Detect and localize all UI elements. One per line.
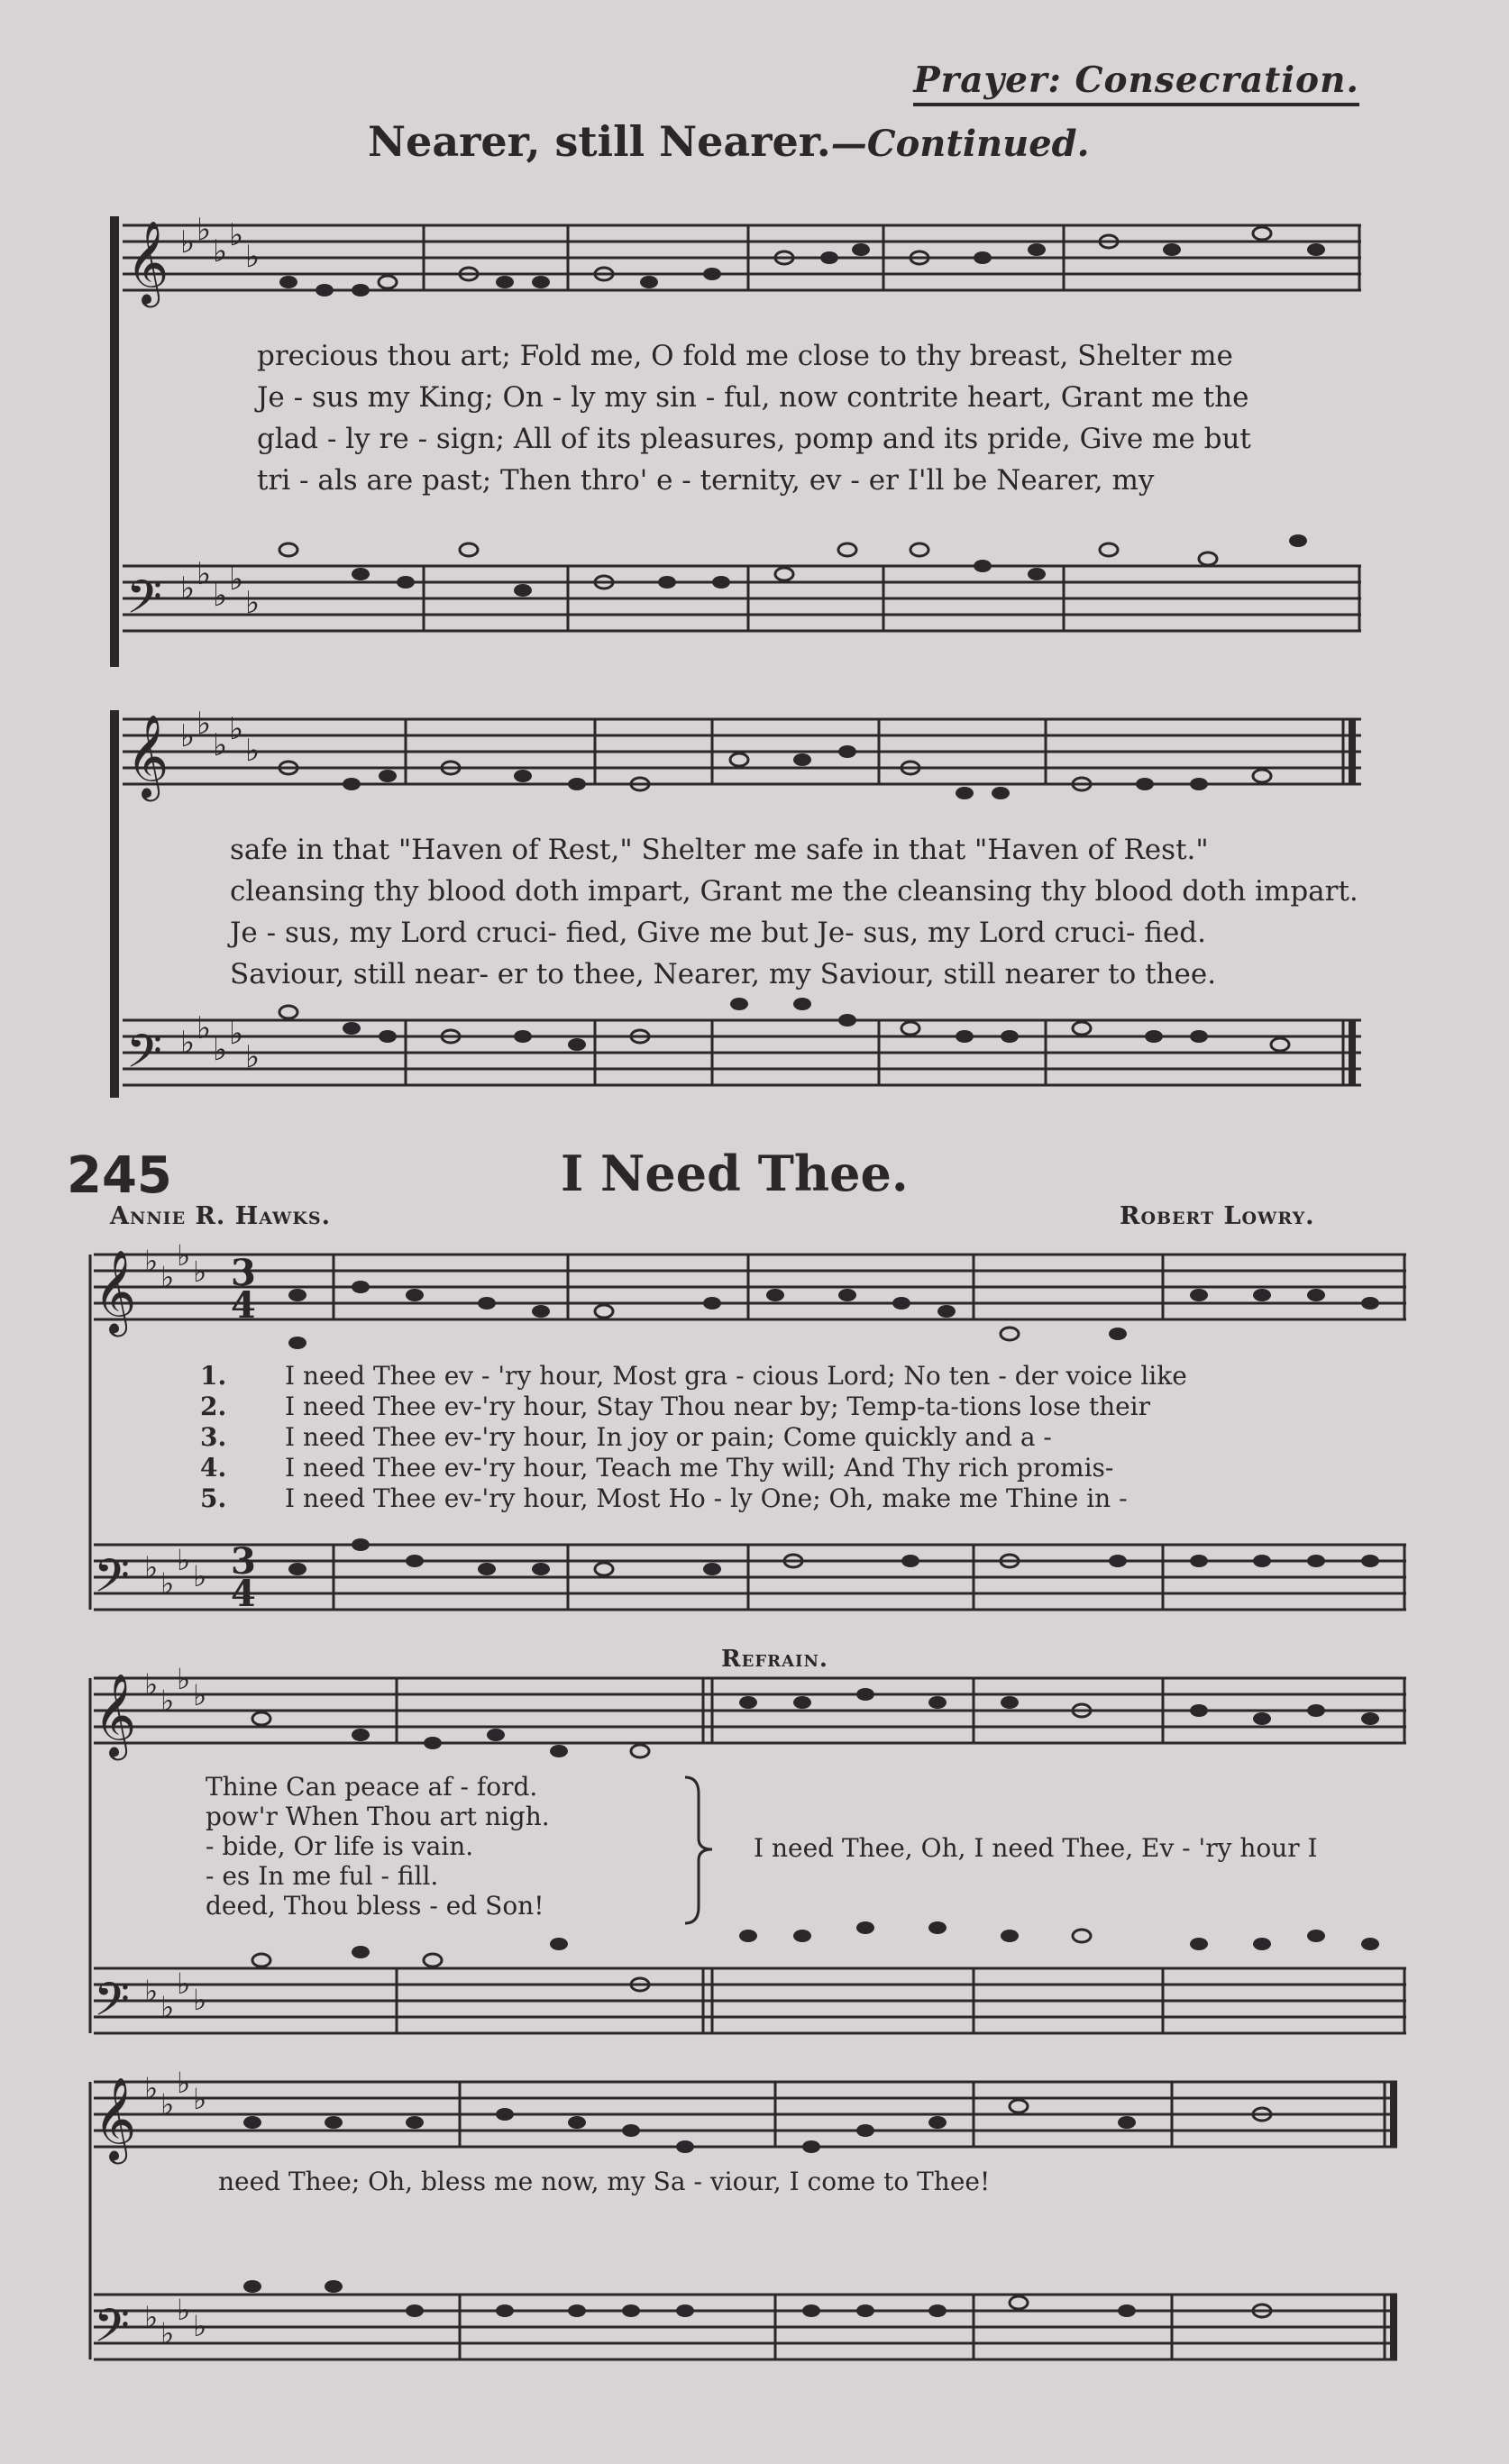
svg-text:♭: ♭: [144, 1667, 159, 1702]
svg-text:𝄢: 𝄢: [94, 1972, 130, 2038]
svg-text:𝄢: 𝄢: [94, 2298, 130, 2364]
svg-text:♭: ♭: [177, 2066, 191, 2100]
svg-text:𝄞: 𝄞: [126, 220, 169, 304]
svg-text:𝄞: 𝄞: [94, 2076, 137, 2160]
svg-text:♭: ♭: [180, 224, 196, 260]
continued-label: —Continued.: [830, 123, 1090, 165]
svg-text:♭: ♭: [160, 1684, 175, 1718]
verse-ending-line: Thine Can peace af - ford.: [206, 1772, 538, 1802]
svg-text:♭: ♭: [177, 2293, 191, 2327]
svg-text:♭: ♭: [197, 556, 212, 592]
svg-text:♭: ♭: [197, 706, 212, 742]
svg-text:♭: ♭: [245, 1039, 261, 1075]
lyric-line: cleansing thy blood doth impart, Grant me the cleansing thy blood doth impart.: [230, 875, 1358, 908]
verse-number: 3.: [200, 1422, 227, 1452]
hymn-number: 245: [67, 1146, 172, 1205]
section-header: Prayer: Consecration.: [913, 59, 1359, 106]
svg-text:♭: ♭: [229, 711, 244, 747]
verse-line: I need Thee ev - 'ry hour, Most gra - cious Lord; No ten - der voice like: [285, 1361, 1187, 1391]
hymn-author: Annie R. Hawks.: [110, 1202, 331, 1230]
svg-text:♭: ♭: [160, 1260, 175, 1294]
svg-text:♭: ♭: [144, 2071, 159, 2105]
hymn-composer: Robert Lowry.: [1120, 1202, 1315, 1230]
verse-line: I need Thee ev-'ry hour, Most Ho - ly One; Oh, make me Thine in -: [285, 1483, 1128, 1513]
svg-text:♭: ♭: [213, 578, 228, 614]
verse-ending-line: - bide, Or life is vain.: [206, 1831, 474, 1861]
svg-text:4: 4: [231, 1573, 256, 1615]
svg-text:♭: ♭: [245, 733, 261, 769]
svg-text:𝄞: 𝄞: [94, 1673, 137, 1757]
svg-text:♭: ♭: [180, 718, 196, 754]
refrain-line-1: I need Thee, Oh, I need Thee, Ev - 'ry hour I: [754, 1833, 1318, 1863]
svg-text:♭: ♭: [177, 1543, 191, 1577]
svg-text:♭: ♭: [245, 585, 261, 621]
svg-text:♭: ♭: [144, 1974, 159, 2008]
svg-text:♭: ♭: [193, 1678, 207, 1712]
verse-line: I need Thee ev-'ry hour, Stay Thou near by; Temp-ta-tions lose their: [285, 1392, 1151, 1421]
svg-text:♭: ♭: [177, 1967, 191, 2001]
svg-text:♭: ♭: [245, 239, 261, 275]
lyric-line: precious thou art; Fold me, O fold me close to thy breast, Shelter me: [257, 340, 1233, 372]
svg-text:𝄢: 𝄢: [94, 1548, 130, 1614]
lyric-line: Je - sus, my Lord cruci- fied, Give me but Je- sus, my Lord cruci- fied.: [230, 917, 1207, 949]
svg-text:♭: ♭: [193, 1559, 207, 1593]
svg-text:𝄞: 𝄞: [126, 714, 169, 798]
svg-text:♭: ♭: [229, 561, 244, 598]
svg-text:♭: ♭: [229, 1016, 244, 1052]
svg-text:♭: ♭: [213, 727, 228, 763]
lyric-line: safe in that "Haven of Rest," Shelter me safe in that "Haven of Rest.": [230, 834, 1209, 866]
lyric-line: glad - ly re - sign; All of its pleasures, pomp and its pride, Give me but: [257, 423, 1251, 455]
svg-text:♭: ♭: [193, 2082, 207, 2116]
svg-text:𝄞: 𝄞: [94, 1249, 137, 1333]
svg-text:𝄢: 𝄢: [126, 1024, 162, 1090]
svg-text:♭: ♭: [213, 233, 228, 269]
lyric-line: tri - als are past; Then thro' e - ternity, ev - er I'll be Nearer, my: [257, 464, 1155, 497]
svg-text:♭: ♭: [160, 1566, 175, 1601]
svg-text:3: 3: [231, 1540, 256, 1583]
verse-ending-line: - es In me ful - fill.: [206, 1861, 439, 1891]
verse-line: I need Thee ev-'ry hour, In joy or pain; Come quickly and a -: [285, 1422, 1052, 1452]
verse-number: 2.: [200, 1392, 227, 1421]
svg-text:♭: ♭: [160, 2316, 175, 2350]
svg-text:♭: ♭: [180, 570, 196, 607]
refrain-label: Refrain.: [721, 1646, 828, 1673]
verse-number: 4.: [200, 1453, 227, 1483]
svg-text:♭: ♭: [177, 1238, 191, 1273]
svg-text:♭: ♭: [144, 2300, 159, 2334]
continued-title-text: Nearer, still Nearer.: [368, 117, 831, 166]
svg-text:♭: ♭: [193, 2309, 207, 2343]
svg-text:♭: ♭: [160, 2087, 175, 2122]
svg-text:𝄢: 𝄢: [126, 570, 162, 635]
svg-text:♭: ♭: [144, 1244, 159, 1278]
svg-text:♭: ♭: [180, 1025, 196, 1061]
refrain-line-2: need Thee; Oh, bless me now, my Sa - viour, I come to Thee!: [218, 2167, 991, 2196]
svg-text:♭: ♭: [193, 1255, 207, 1289]
verse-number: 1.: [200, 1361, 227, 1391]
lyric-line: Saviour, still near- er to thee, Nearer, my Saviour, still nearer to thee.: [230, 958, 1217, 990]
svg-text:♭: ♭: [144, 1550, 159, 1584]
verse-ending-line: pow'r When Thou art nigh.: [206, 1802, 550, 1831]
svg-text:3: 3: [231, 1252, 256, 1294]
verse-ending-line: deed, Thou bless - ed Son!: [206, 1891, 544, 1921]
verse-number: 5.: [200, 1483, 227, 1513]
svg-text:♭: ♭: [160, 1990, 175, 2024]
svg-text:♭: ♭: [177, 1662, 191, 1696]
lyric-line: Je - sus my King; On - ly my sin - ful, now contrite heart, Grant me the: [257, 381, 1249, 414]
svg-text:4: 4: [231, 1284, 256, 1327]
svg-text:♭: ♭: [213, 1032, 228, 1068]
hymn-title: I Need Thee.: [561, 1145, 909, 1202]
svg-text:♭: ♭: [197, 1010, 212, 1046]
svg-text:♭: ♭: [197, 212, 212, 248]
svg-text:♭: ♭: [229, 217, 244, 253]
svg-text:♭: ♭: [193, 1983, 207, 2017]
verse-line: I need Thee ev-'ry hour, Teach me Thy will; And Thy rich promis-: [285, 1453, 1114, 1483]
